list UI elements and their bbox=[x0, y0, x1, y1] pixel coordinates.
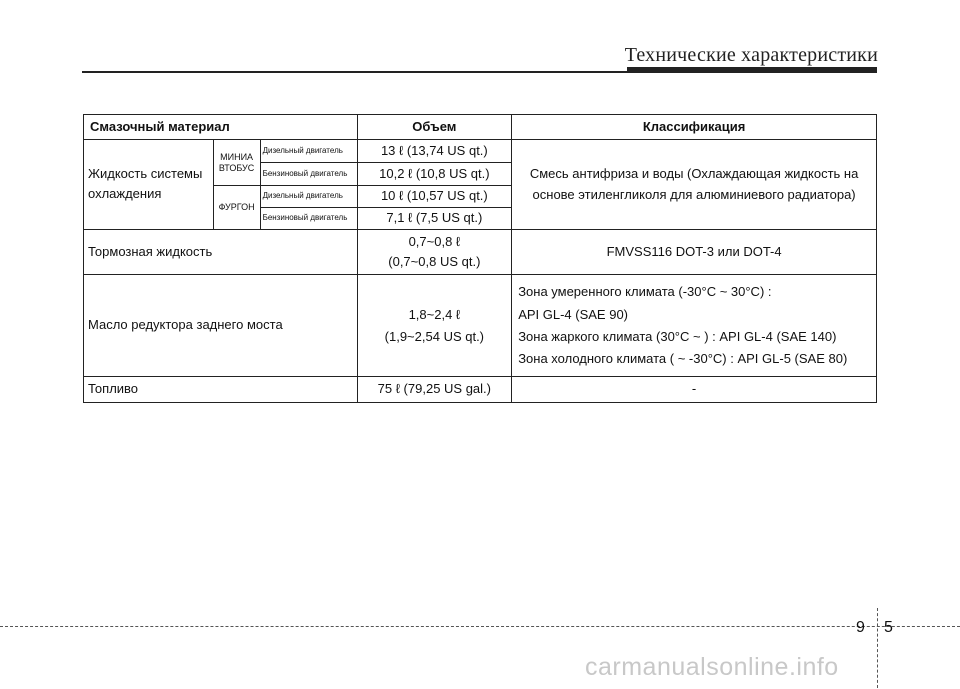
axle-class-line: Зона умеренного климата (-30°C ~ 30°C) : bbox=[518, 284, 772, 300]
table-row bbox=[84, 140, 877, 163]
coolant-label bbox=[84, 140, 214, 230]
page-number: 5 bbox=[884, 619, 893, 636]
coolant-classification bbox=[512, 140, 877, 230]
coolant-volume: 13 ℓ (13,74 US qt.) bbox=[357, 140, 512, 163]
table-row bbox=[84, 377, 877, 403]
axle-class-line: Зона жаркого климата (30°C ~ ) : API GL-4 (SAE 140) bbox=[518, 328, 837, 344]
fuel-label: Топливо bbox=[84, 377, 358, 403]
minibus-label-line1: МИНИА bbox=[220, 151, 254, 162]
engine-type-diesel: Дизельный двигатель bbox=[260, 140, 357, 163]
coolant-class-line1: Смесь антифриза и воды (Охлаждающая жидкость на bbox=[529, 166, 859, 181]
axle-oil-volume bbox=[357, 275, 512, 377]
header-classification: Классификация bbox=[512, 115, 877, 140]
brake-fluid-classification: FMVSS116 DOT-3 или DOT-4 bbox=[512, 229, 877, 274]
axle-class-line: Зона холодного климата ( ~ -30°C) : API GL-5 (SAE 80) bbox=[518, 350, 848, 366]
coolant-label-line2: охлаждения bbox=[88, 186, 162, 202]
fuel-volume: 75 ℓ (79,25 US gal.) bbox=[357, 377, 512, 403]
brake-fluid-volume bbox=[357, 229, 512, 274]
coolant-volume: 10 ℓ (10,57 US qt.) bbox=[357, 186, 512, 208]
brake-fluid-label: Тормозная жидкость bbox=[84, 229, 358, 274]
engine-type-gasoline: Бензиновый двигатель bbox=[260, 163, 357, 186]
table-header-row bbox=[84, 115, 877, 140]
axle-oil-label: Масло редуктора заднего моста bbox=[84, 275, 358, 377]
axle-class-line: API GL-4 (SAE 90) bbox=[518, 306, 629, 322]
table-row bbox=[84, 275, 877, 377]
footer-rule bbox=[0, 626, 960, 627]
header-volume: Объем bbox=[357, 115, 512, 140]
coolant-label-line1: Жидкость системы bbox=[88, 165, 203, 181]
van-label: ФУРГОН bbox=[213, 186, 260, 230]
axle-oil-classification bbox=[512, 275, 877, 377]
watermark: carmanualsonline.info bbox=[585, 653, 839, 681]
minibus-label bbox=[213, 140, 260, 186]
header-rule-accent bbox=[627, 67, 877, 73]
coolant-volume: 10,2 ℓ (10,8 US qt.) bbox=[357, 163, 512, 186]
minibus-label-line2: ВТОБУС bbox=[218, 162, 255, 173]
engine-type-gasoline: Бензиновый двигатель bbox=[260, 208, 357, 230]
axle-volume-line2: (1,9~2,54 US qt.) bbox=[384, 328, 485, 344]
table-row bbox=[84, 229, 877, 274]
coolant-volume: 7,1 ℓ (7,5 US qt.) bbox=[357, 208, 512, 230]
chapter-number: 9 bbox=[856, 619, 865, 636]
coolant-class-line2: основе этиленгликоля для алюминиевого радиатора) bbox=[532, 187, 856, 203]
brake-volume-line1: 0,7~0,8 ℓ bbox=[408, 233, 461, 249]
header-lubricant: Смазочный материал bbox=[84, 115, 358, 140]
fuel-classification: - bbox=[512, 377, 877, 403]
page-header-title: Технические характеристики bbox=[624, 44, 878, 66]
engine-type-diesel: Дизельный двигатель bbox=[260, 186, 357, 208]
lubricants-table bbox=[83, 114, 877, 403]
page-number-separator bbox=[877, 608, 879, 688]
axle-volume-line1: 1,8~2,4 ℓ bbox=[408, 306, 461, 322]
brake-volume-line2: (0,7~0,8 US qt.) bbox=[388, 254, 481, 270]
